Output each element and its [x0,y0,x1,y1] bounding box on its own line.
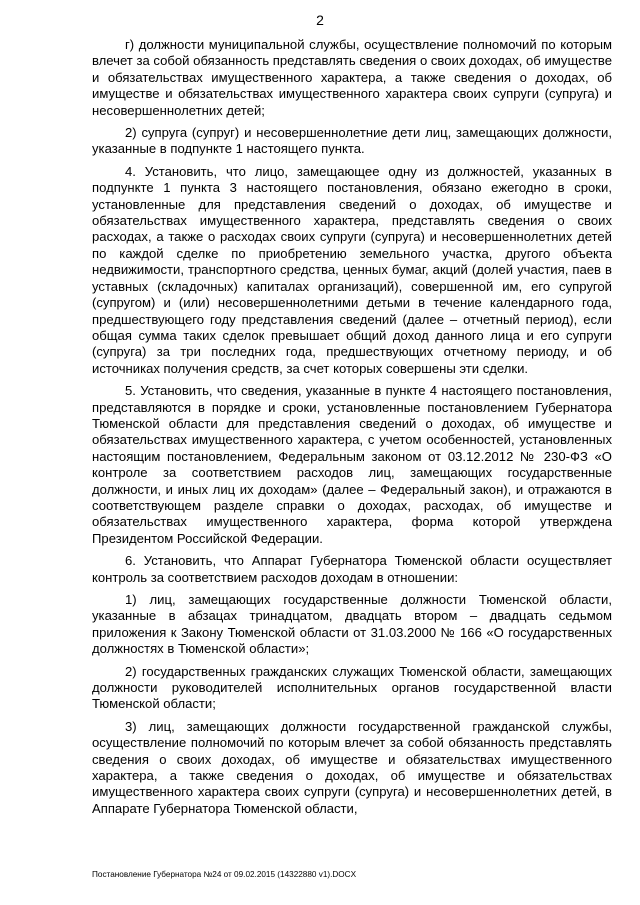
paragraph-1: г) должности муниципальной службы, осуществление полномочий по которым влечет за собой обязанность представлять сведения о своих доходах, об имуществе и обязательствах имущественного характера, а также сведения о доходах, об имуществе и обязательствах имущественного характера своих супруги (супруга) и несовершеннолетних детей; [92,37,612,118]
paragraph-6: 1) лиц, замещающих государственные должности Тюменской области, указанные в абзацах тринадцатом, двадцать втором – двадцать седьмом приложения к Закону Тюменской области от 31.03.2000 № 166 «О государственных должностях в Тюменской области»; [92,592,612,657]
paragraph-5: 6. Установить, что Аппарат Губернатора Тюменской области осуществляет контроль за соответствием расходов доходам в отношении: [92,553,612,585]
page-number: 2 [316,12,324,28]
paragraph-8: 3) лиц, замещающих должности государственной гражданской службы, осуществление полномочий по которым влечет за собой обязанность представлять сведения о своих доходах, об имуществе и обязательствах имущественного характера, а также сведения о доходах, об имуществе и обязательствах имущественного характера своих супруги (супруга) и несовершеннолетних детей, в Аппарате Губернатора Тюменской области, [92,718,612,816]
document-body [92,37,612,823]
paragraph-3: 4. Установить, что лицо, замещающее одну из должностей, указанных в подпункте 1 пункта 3 настоящего постановления, обязано ежегодно в сроки, установленные для представления сведений о доходах, об имуществе и обязательствах имущественного характера, представлять сведения о своих расходах, а также о расходах своих супруги (супруга) и несовершеннолетних детей по каждой сделке по приобретению земельного участка, другого объекта недвижимости, транспортного средства, ценных бумаг, акций (долей участия, паев в уставных (складочных) капиталах организаций), совершенной им, его супругой (супругом) и (или) несовершеннолетними детьми в течение календарного года, предшествующего году представления сведений (далее – отчетный период), если общая сумма таких сделок превышает общий доход данного лица и его супруги (супруга) за три последних года, предшествующих отчетному периоду, и об источниках получения средств, за счет которых совершены эти сделки. [92,163,612,376]
paragraph-2: 2) супруга (супруг) и несовершеннолетние дети лиц, замещающих должности, указанные в подпункте 1 настоящего пункта. [92,125,612,157]
paragraph-4: 5. Установить, что сведения, указанные в пункте 4 настоящего постановления, представляются в порядке и сроки, установленные постановлением Губернатора Тюменской области для представления сведений о доходах, об имуществе и обязательствах имущественного характера, с учетом особенностей, установленных настоящим постановлением, Федеральным законом от 03.12.2012 № 230-ФЗ «О контроле за соответствием расходов лиц, замещающих государственные должности, и иных лиц их доходам» (далее – Федеральный закон), и отражаются в соответствующем разделе справки о доходах, расходах, об имуществе и обязательствах имущественного характера, форма которой утверждена Президентом Российской Федерации. [92,383,612,546]
document-footer: Постановление Губернатора №24 от 09.02.2015 (14322880 v1).DOCX [92,870,357,879]
paragraph-7: 2) государственных гражданских служащих Тюменской области, замещающих должности руководителей исполнительных органов государственной власти Тюменской области; [92,663,612,712]
